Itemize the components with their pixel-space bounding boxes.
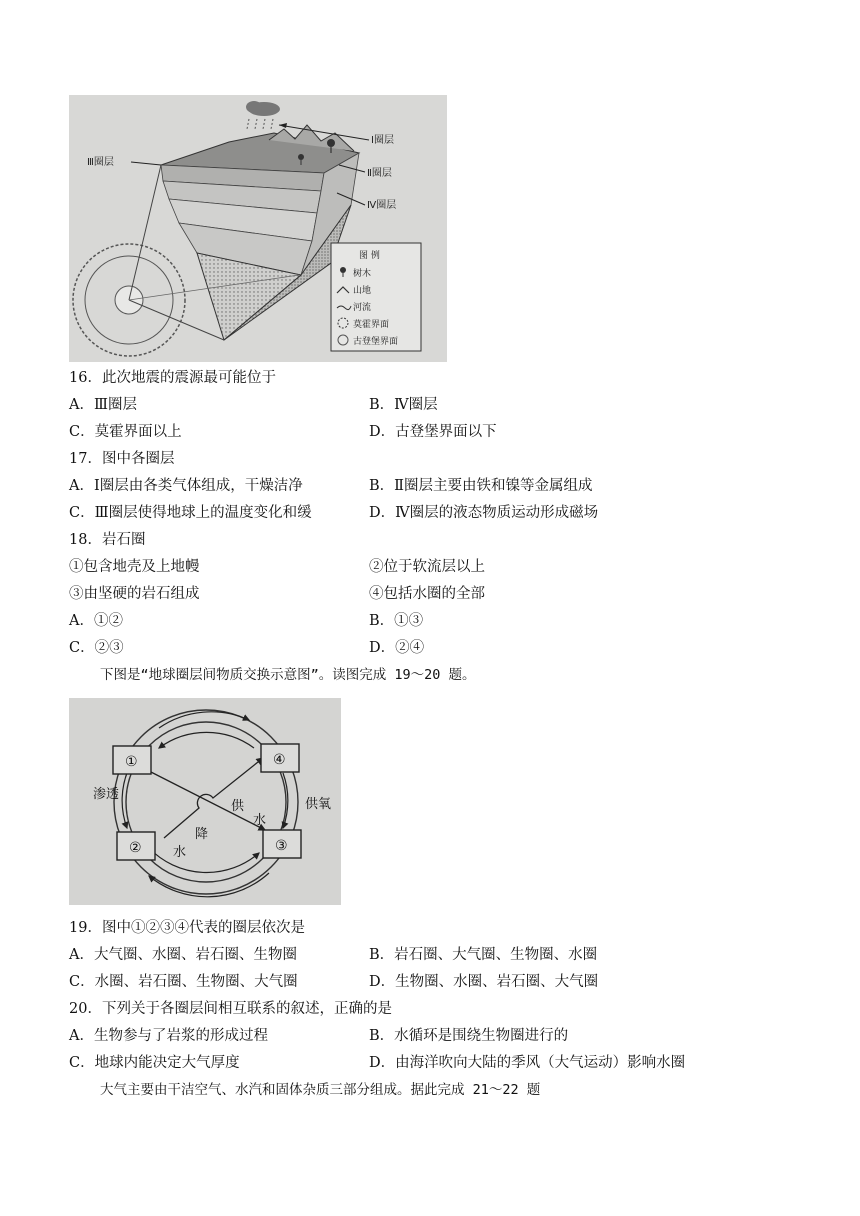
q19-option-a[interactable]: A．大气圈、水圈、岩石圈、生物圈 xyxy=(69,947,297,963)
q16-option-b[interactable]: B．Ⅳ圈层 xyxy=(369,397,438,413)
layer2-label: Ⅱ圈层 xyxy=(367,168,392,179)
material-exchange-figure xyxy=(69,698,341,905)
q20-option-c[interactable]: C．地球内能决定大气厚度 xyxy=(69,1055,240,1071)
q18-option-a[interactable]: A．①② xyxy=(69,613,123,629)
q19-option-d[interactable]: D．生物圈、水圈、岩石圈、大气圈 xyxy=(369,974,599,990)
legend-item-gutenberg: 古登堡界面 xyxy=(353,337,399,347)
layer3-label: Ⅲ圈层 xyxy=(87,157,114,168)
legend-item-river: 河流 xyxy=(353,303,372,313)
q18-option-d[interactable]: D．②④ xyxy=(369,640,425,656)
box-3 xyxy=(263,830,301,858)
outer-ring xyxy=(114,710,298,894)
q17-option-d[interactable]: D．Ⅳ圈层的液态物质运动形成磁场 xyxy=(369,505,599,521)
q16-option-d[interactable]: D．古登堡界面以下 xyxy=(369,424,497,440)
legend-item-moho: 莫霍界面 xyxy=(353,320,390,330)
q17-stem: 17．图中各圈层 xyxy=(69,451,175,467)
legend-item-tree: 树木 xyxy=(353,269,372,279)
q18-option-b[interactable]: B．①③ xyxy=(369,613,424,629)
section-intro-19-20: 下图是“地球圈层间物质交换示意图”。读图完成 19～20 题。 xyxy=(100,667,476,683)
box-1 xyxy=(113,746,151,774)
box-4 xyxy=(261,744,299,772)
q20-option-a[interactable]: A．生物参与了岩浆的形成过程 xyxy=(69,1028,268,1044)
label-infiltration-1: 渗透 xyxy=(93,787,120,802)
legend-title: 图 例 xyxy=(359,251,380,261)
q20-option-d[interactable]: D．由海洋吹向大陆的季风（大气运动）影响水圈 xyxy=(369,1055,686,1071)
q20-option-b[interactable]: B．水循环是围绕生物圈进行的 xyxy=(369,1028,569,1044)
label-fall: 降 xyxy=(195,827,209,842)
svg-text:②: ② xyxy=(129,840,142,856)
q19-option-b[interactable]: B．岩石圈、大气圈、生物圈、水圈 xyxy=(369,947,598,963)
q16-option-a[interactable]: A．Ⅲ圈层 xyxy=(69,397,137,413)
label-supply: 供 xyxy=(231,799,245,814)
q19-stem: 19．图中①②③④代表的圈层依次是 xyxy=(69,920,305,936)
box-2 xyxy=(117,832,155,860)
q18-statement-2: ②位于软流层以上 xyxy=(369,559,485,575)
earth-layers-diagram xyxy=(69,95,447,362)
earth-layers-figure xyxy=(69,95,447,362)
cloud-icon xyxy=(246,101,280,129)
legend-item-mountain: 山地 xyxy=(353,286,372,296)
q17-option-a[interactable]: A．Ⅰ圈层由各类气体组成，干燥洁净 xyxy=(69,478,303,494)
q18-statement-1: ①包含地壳及上地幔 xyxy=(69,559,200,575)
q18-stem: 18．岩石圈 xyxy=(69,532,146,548)
q16-stem: 16．此次地震的震源最可能位于 xyxy=(69,370,276,386)
layer1-label: Ⅰ圈层 xyxy=(371,135,394,146)
svg-text:③: ③ xyxy=(275,838,288,854)
svg-text:④: ④ xyxy=(273,752,286,768)
label-oxygen: 供氧 xyxy=(305,797,332,812)
q18-statement-4: ④包括水圈的全部 xyxy=(369,586,485,602)
svg-text:①: ① xyxy=(125,754,138,770)
label-water-2: 水 xyxy=(173,845,187,860)
q19-option-c[interactable]: C．水圈、岩石圈、生物圈、大气圈 xyxy=(69,974,298,990)
section-intro-21-22: 大气主要由干洁空气、水汽和固体杂质三部分组成。据此完成 21～22 题 xyxy=(100,1082,541,1098)
material-exchange-diagram xyxy=(69,698,341,905)
layer4-label: Ⅳ圈层 xyxy=(367,200,397,211)
q16-option-c[interactable]: C．莫霍界面以上 xyxy=(69,424,182,440)
q17-option-b[interactable]: B．Ⅱ圈层主要由铁和镍等金属组成 xyxy=(369,478,593,494)
q18-option-c[interactable]: C．②③ xyxy=(69,640,124,656)
q20-stem: 20．下列关于各圈层间相互联系的叙述，正确的是 xyxy=(69,1001,392,1017)
q17-option-c[interactable]: C．Ⅲ圈层使得地球上的温度变化和缓 xyxy=(69,505,312,521)
figure-legend xyxy=(331,243,421,351)
label-water-1: 水 xyxy=(253,813,267,828)
q18-statement-3: ③由坚硬的岩石组成 xyxy=(69,586,200,602)
